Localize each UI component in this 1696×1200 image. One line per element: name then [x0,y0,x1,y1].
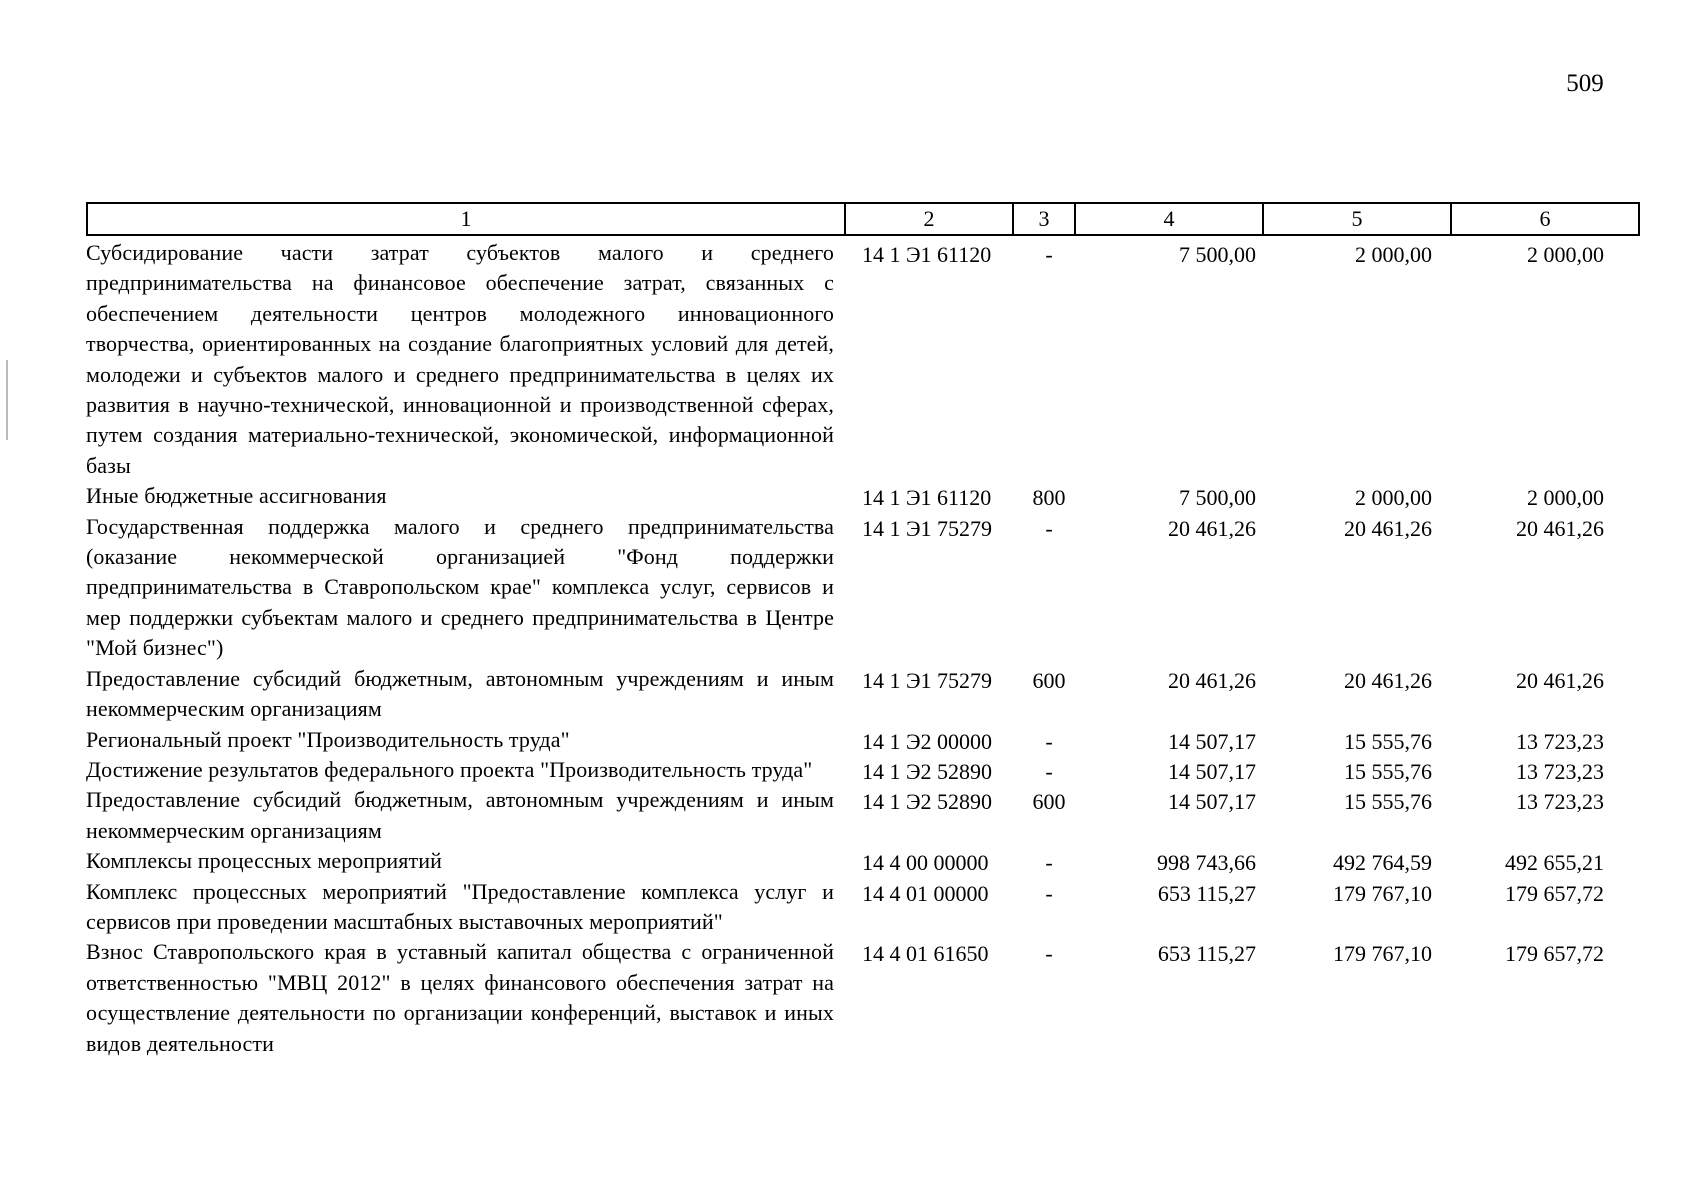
header-cell-2: 2 [844,202,1014,236]
header-cell-3: 3 [1012,202,1076,236]
row-value-4: 998 743,66 [1157,850,1256,876]
row-value-5: 179 767,10 [1333,880,1432,906]
row-value-5: 2 000,00 [1355,485,1432,511]
row-value-4: 20 461,26 [1168,667,1256,693]
header-cell-6: 6 [1450,202,1640,236]
row-value-6: 2 000,00 [1527,242,1604,267]
row-value-6: 13 723,23 [1516,789,1604,815]
row-name: Субсидирование части затрат субъектов малого и среднего предпринимательства на финансовое обеспечение затрат, связанных с обеспечением деятельности центров молодежного инновационного творчества, ориентированных на создание благоприятных условий для детей, молодежи и субъектов малого и среднего предпринимательства в целях их развития в научно-технической, инновационной и производственной сферах, путем создания материально-технической, экономической, информационной базы [86,240,834,478]
header-cell-4: 4 [1074,202,1264,236]
row-name: Региональный проект "Производительность труда" [86,726,570,752]
row-name: Иные бюджетные ассигнования [86,483,387,509]
row-type: - [1045,728,1053,754]
row-name: Взнос Ставропольского края в уставный капитал общества с ограниченной ответственностью "МВЦ 2012" в целях финансового обеспечения затрат на осуществление деятельности по организации конференций, выставок и иных видов деятельности [86,939,834,1056]
row-code: 14 1 Э1 75279 [862,667,993,693]
row-value-5: 20 461,26 [1344,667,1432,693]
table-row [86,664,1604,725]
scan-artifact [6,360,8,440]
table-row [86,937,1604,1059]
row-code: 14 1 Э2 52890 [862,789,993,815]
row-value-4: 7 500,00 [1179,242,1256,267]
row-name: Предоставление субсидий бюджетным, автономным учреждениям и иным некоммерческим организациям [86,787,834,843]
row-value-4: 20 461,26 [1168,515,1256,541]
row-value-5: 20 461,26 [1344,515,1432,541]
table-row [86,238,1604,481]
row-value-6: 20 461,26 [1516,515,1604,541]
row-code: 14 1 Э2 52890 [862,758,993,784]
row-code: 14 1 Э1 75279 [862,515,993,541]
row-name: Достижение результатов федерального проекта "Производительность труда" [86,756,813,782]
row-value-5: 492 764,59 [1333,850,1432,876]
table-row [86,846,1604,876]
row-code: 14 4 01 61650 [862,941,989,967]
row-code: 14 1 Э1 61120 [862,485,992,511]
row-value-5: 2 000,00 [1355,242,1432,267]
row-name: Комплексы процессных мероприятий [86,848,442,874]
table-row [86,785,1604,846]
row-type: - [1045,941,1053,967]
row-value-6: 13 723,23 [1516,728,1604,754]
table-row [86,877,1604,938]
row-value-5: 15 555,76 [1344,728,1432,754]
row-value-6: 13 723,23 [1516,758,1604,784]
row-code: 14 4 00 00000 [862,850,989,876]
row-value-5: 15 555,76 [1344,758,1432,784]
row-value-6: 2 000,00 [1527,485,1604,511]
row-type: - [1045,515,1053,541]
table-row [86,725,1604,755]
row-type: 800 [1032,485,1066,511]
row-type: - [1045,850,1053,876]
row-value-4: 14 507,17 [1168,789,1256,815]
row-type: - [1045,880,1053,906]
table-row [86,481,1604,511]
row-value-4: 653 115,27 [1157,941,1256,967]
row-value-5: 179 767,10 [1333,941,1432,967]
row-value-6: 20 461,26 [1516,667,1604,693]
row-type: - [1045,242,1053,267]
row-code: 14 1 Э1 61120 [862,242,992,267]
row-value-4: 653 115,27 [1157,880,1256,906]
row-value-6: 179 657,72 [1505,941,1604,967]
table-body [86,238,1604,1059]
row-code: 14 1 Э2 00000 [862,728,993,754]
row-name: Предоставление субсидий бюджетным, автономным учреждениям и иным некоммерческим организациям [86,665,834,722]
header-cell-1: 1 [86,202,846,236]
row-value-4: 7 500,00 [1179,485,1256,511]
page-number: 509 [1566,70,1604,97]
row-value-5: 15 555,76 [1344,789,1432,815]
row-name: Комплекс процессных мероприятий "Предоставление комплекса услуг и сервисов при проведении масштабных выставочных мероприятий" [86,878,834,934]
row-type: - [1045,758,1053,784]
row-value-4: 14 507,17 [1168,758,1256,784]
row-type: 600 [1032,667,1066,693]
row-type: 600 [1032,789,1066,815]
header-cell-5: 5 [1262,202,1452,236]
row-code: 14 4 01 00000 [862,880,989,906]
row-name: Государственная поддержка малого и среднего предпринимательства (оказание некоммерческой организацией "Фонд поддержки предпринимательства в Ставропольском крае" комплекса услуг, сервисов и мер поддержки субъектам малого и среднего предпринимательства в Центре "Мой бизнес") [86,513,834,661]
row-value-6: 179 657,72 [1505,880,1604,906]
table-row [86,512,1604,664]
table-row [86,755,1604,785]
row-value-6: 492 655,21 [1505,850,1604,876]
row-value-4: 14 507,17 [1168,728,1256,754]
